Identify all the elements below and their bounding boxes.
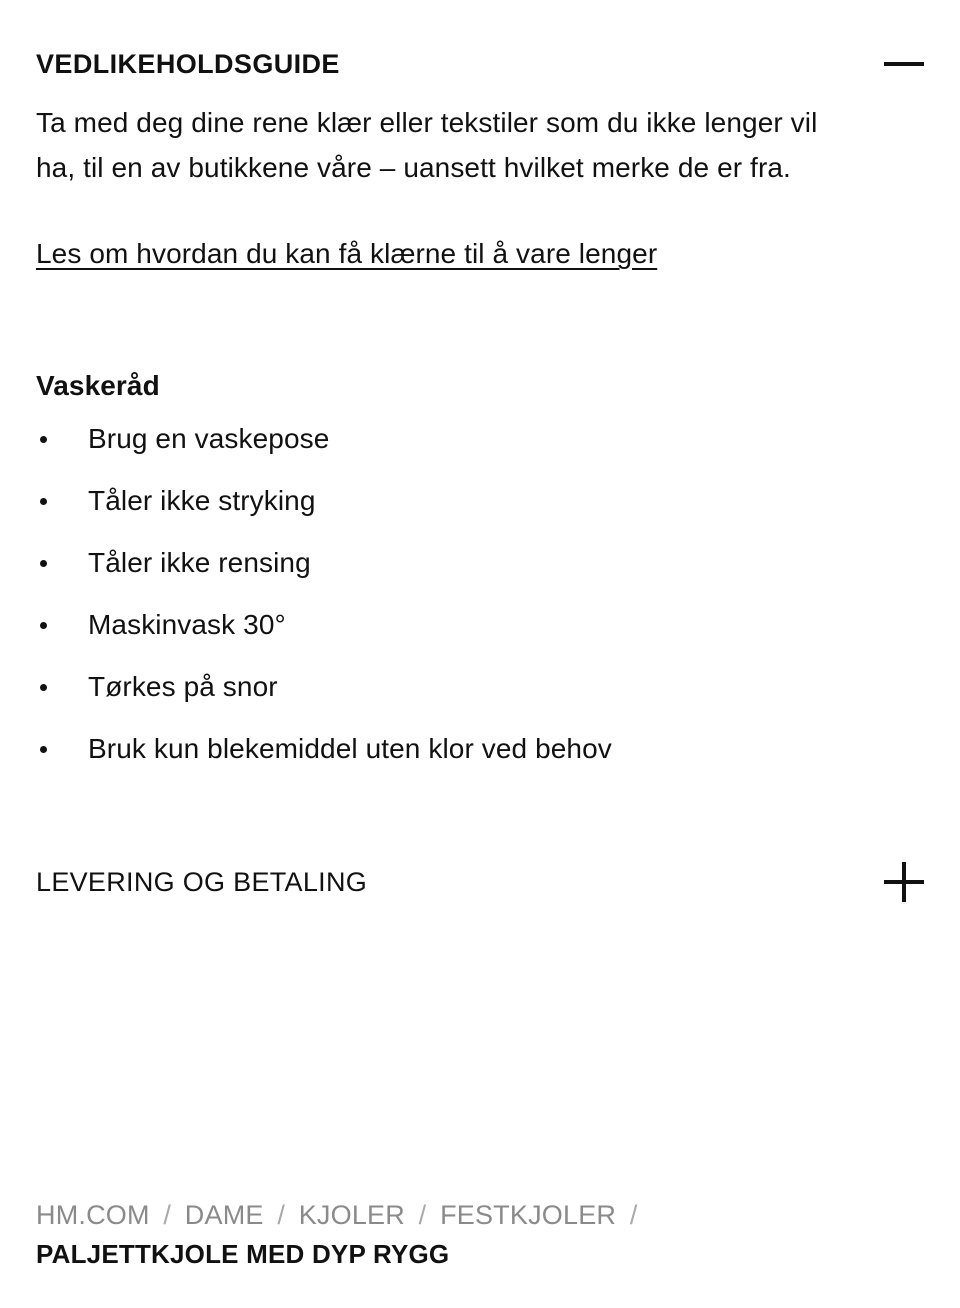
- list-item-label: Bruk kun blekemiddel uten klor ved behov: [88, 733, 612, 765]
- list-item: [36, 718, 924, 780]
- accordion-levering-og-betaling: [36, 854, 924, 910]
- breadcrumb-separator: /: [163, 1200, 172, 1230]
- list-item-label: Tåler ikke rensing: [88, 547, 311, 579]
- product-details-page: [0, 36, 960, 1308]
- accordion-vedlikeholdsguide: [36, 36, 924, 780]
- list-item-label: Brug en vaskepose: [88, 423, 330, 455]
- bullet-icon: [40, 498, 47, 505]
- care-instructions-block: [36, 370, 924, 780]
- accordion-header-levering-og-betaling[interactable]: [36, 854, 924, 910]
- breadcrumb: [36, 1196, 924, 1234]
- bullet-icon: [40, 436, 47, 443]
- list-item-label: Maskinvask 30°: [88, 609, 286, 641]
- list-item-label: Tørkes på snor: [88, 671, 278, 703]
- list-item: [36, 532, 924, 594]
- care-guide-link[interactable]: Les om hvordan du kan få klærne til å vare lenger: [36, 238, 658, 269]
- breadcrumb-item-hm-com[interactable]: HM.COM: [36, 1200, 150, 1230]
- list-item: [36, 594, 924, 656]
- care-guide-paragraph: Ta med deg dine rene klær eller tekstiler som du ikke lenger vil ha, til en av butikkene våre – uansett hvilket merke de er fra.: [36, 107, 818, 183]
- accordion-body-vedlikeholdsguide: [36, 92, 924, 780]
- accordion-header-vedlikeholdsguide[interactable]: [36, 36, 924, 92]
- bullet-icon: [40, 622, 47, 629]
- breadcrumb-separator-trailing: /: [629, 1200, 638, 1230]
- care-instructions-heading: Vaskeråd: [36, 370, 160, 401]
- breadcrumb-item-kjoler[interactable]: KJOLER: [298, 1200, 405, 1230]
- care-link-row: [36, 234, 924, 274]
- breadcrumb-footer: [36, 1196, 924, 1272]
- list-item: [36, 408, 924, 470]
- plus-icon[interactable]: [884, 862, 924, 902]
- breadcrumb-separator: /: [277, 1200, 286, 1230]
- breadcrumb-separator: /: [418, 1200, 427, 1230]
- breadcrumb-item-dame[interactable]: DAME: [184, 1200, 264, 1230]
- accordion-title-vedlikeholdsguide: VEDLIKEHOLDSGUIDE: [36, 48, 340, 79]
- bullet-icon: [40, 684, 47, 691]
- breadcrumb-product-name: PALJETTKJOLE MED DYP RYGG: [36, 1239, 450, 1269]
- bullet-icon: [40, 746, 47, 753]
- care-instructions-list: [36, 408, 924, 780]
- breadcrumb-item-festkjoler[interactable]: FESTKJOLER: [440, 1200, 617, 1230]
- minus-icon[interactable]: [884, 44, 924, 84]
- list-item: [36, 656, 924, 718]
- list-item: [36, 470, 924, 532]
- accordion-title-levering-og-betaling: LEVERING OG BETALING: [36, 866, 368, 897]
- bullet-icon: [40, 560, 47, 567]
- list-item-label: Tåler ikke stryking: [88, 485, 316, 517]
